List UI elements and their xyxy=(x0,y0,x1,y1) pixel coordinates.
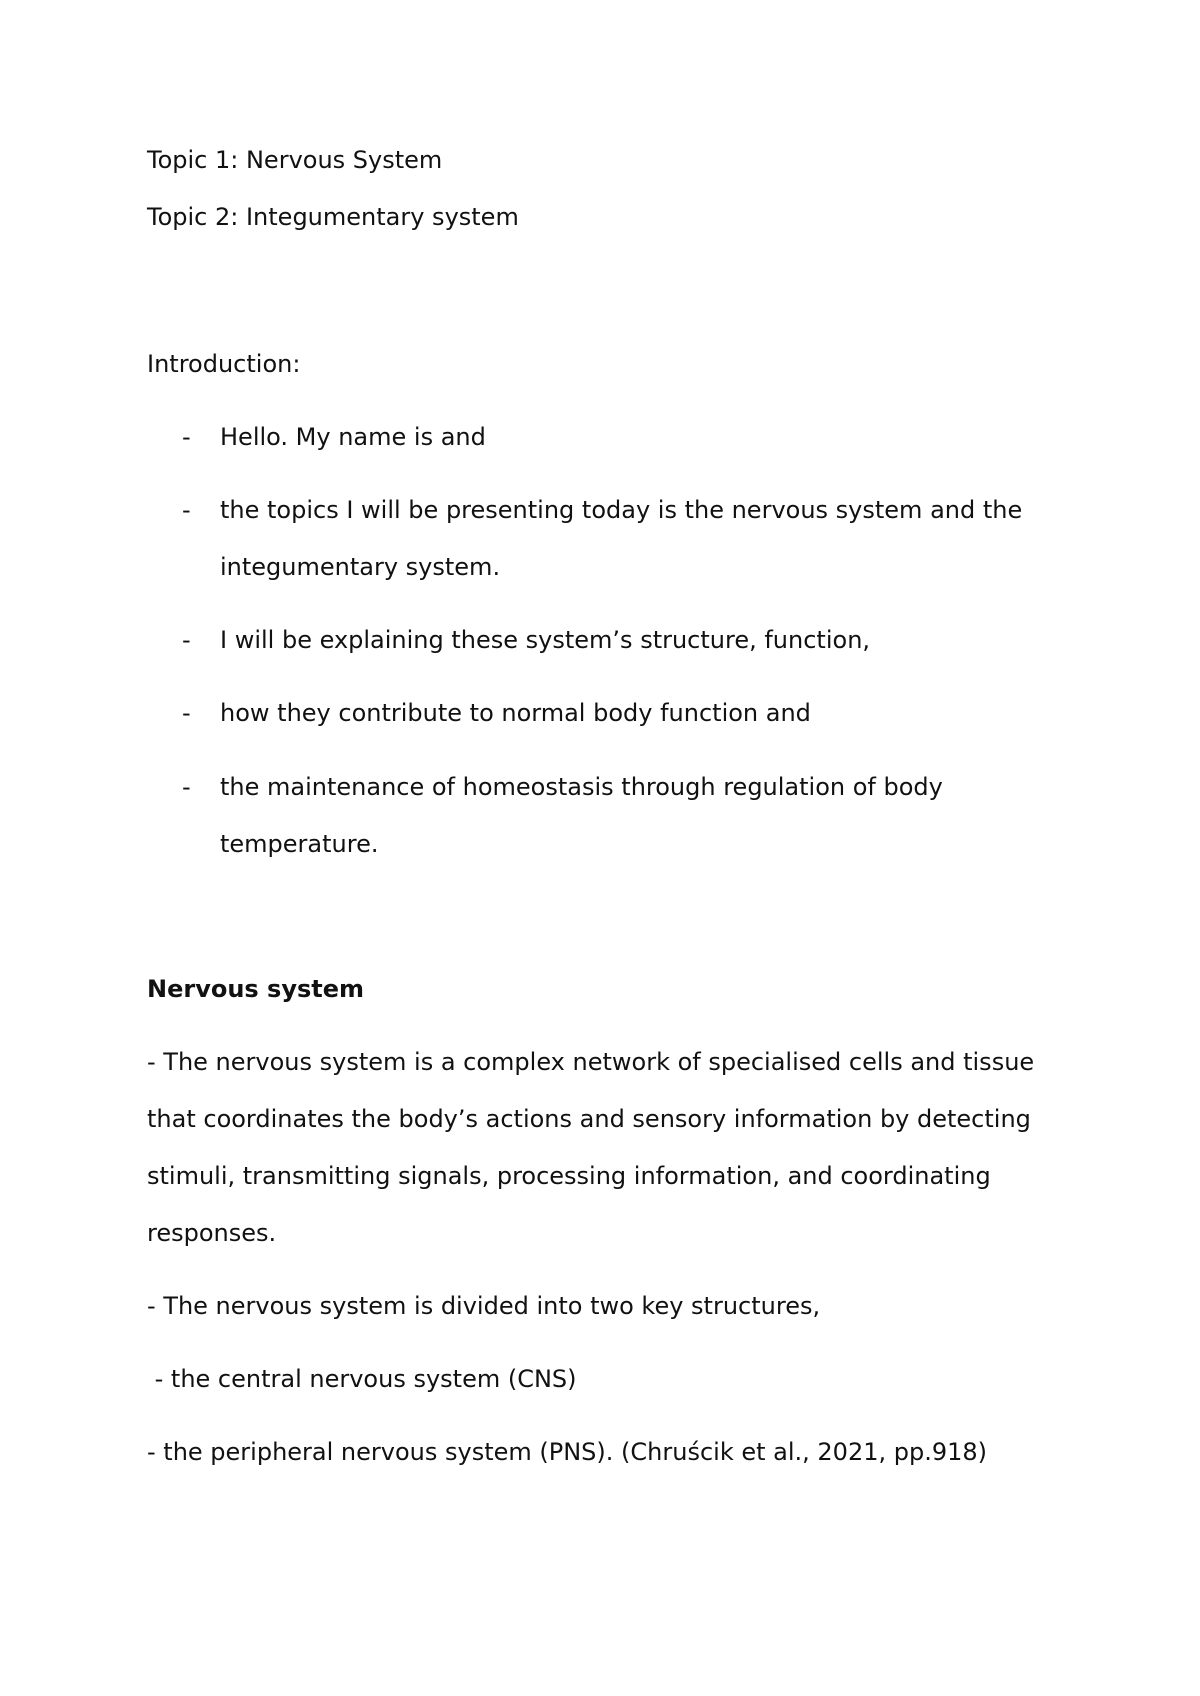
nervous-para-1-line-2: that coordinates the body’s actions and sensory information by detecting xyxy=(147,1105,1031,1133)
intro-bullet-2-line-1: the topics I will be presenting today is the nervous system and the xyxy=(220,496,1023,524)
intro-bullet-2-line-2: integumentary system. xyxy=(220,553,501,581)
intro-bullet-3: I will be explaining these system’s structure, function, xyxy=(220,626,871,654)
intro-bullet-4: how they contribute to normal body function and xyxy=(220,699,811,727)
topic-2-line: Topic 2: Integumentary system xyxy=(147,203,519,231)
bullet-dash: - xyxy=(182,626,191,654)
intro-bullet-5-line-2: temperature. xyxy=(220,830,379,858)
introduction-heading: Introduction: xyxy=(147,350,301,378)
pns-line: - the peripheral nervous system (PNS). (Chruścik et al., 2021, pp.918) xyxy=(147,1438,988,1466)
intro-bullet-1: Hello. My name is and xyxy=(220,423,486,451)
topic-1-line: Topic 1: Nervous System xyxy=(147,146,443,174)
nervous-system-heading: Nervous system xyxy=(147,975,365,1003)
nervous-para-1-line-1: - The nervous system is a complex network of specialised cells and tissue xyxy=(147,1048,1035,1076)
nervous-para-1-line-4: responses. xyxy=(147,1219,277,1247)
nervous-para-1-line-3: stimuli, transmitting signals, processing information, and coordinating xyxy=(147,1162,991,1190)
bullet-dash: - xyxy=(182,423,191,451)
nervous-para-2: - The nervous system is divided into two key structures, xyxy=(147,1292,821,1320)
bullet-dash: - xyxy=(182,773,191,801)
bullet-dash: - xyxy=(182,699,191,727)
intro-bullet-5-line-1: the maintenance of homeostasis through regulation of body xyxy=(220,773,943,801)
cns-line: - the central nervous system (CNS) xyxy=(147,1365,577,1393)
bullet-dash: - xyxy=(182,496,191,524)
